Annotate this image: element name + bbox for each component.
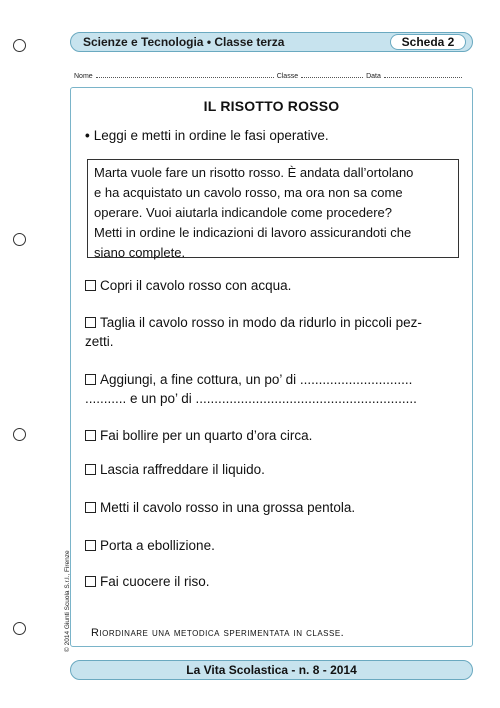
copyright-notice: © 2014 Giunti Scuola S.r.l., Firenze [64,550,71,652]
footer-bar: La Vita Scolastica - n. 8 - 2014 [70,660,473,680]
intro-line: Marta vuole fare un risotto rosso. È andata dall’ortolano [94,165,414,180]
step-text: Metti il cavolo rosso in una grossa pentola. [100,500,356,515]
intro-line: operare. Vuoi aiutarla indicandole come procedere? [94,205,392,220]
intro-line: Metti in ordine le indicazioni di lavoro assicurandoti che [94,225,412,240]
step-checkbox[interactable] [85,540,96,551]
sheet-label: Scheda 2 [390,34,466,50]
class-label: Classe [276,73,299,80]
header-subject: Scienze e Tecnologia • Classe terza [83,35,285,49]
step-item [85,460,460,479]
worksheet-title: IL RISOTTO ROSSO [203,98,340,114]
bullet-icon: • [85,128,90,143]
step-item [85,276,460,295]
date-label: Data [366,73,381,80]
teacher-note: Riordinare una metodica sperimentata in classe. [91,627,345,639]
step-item [85,426,460,445]
instruction [85,128,329,143]
step-text: zetti. [85,334,114,349]
intro-line: siano complete. [94,245,186,260]
name-field[interactable] [96,71,274,78]
step-item [85,313,460,351]
step-checkbox[interactable] [85,317,96,328]
step-text: Aggiungi, a fine cottura, un po’ di .............................. [100,372,413,387]
date-field[interactable] [384,71,462,78]
class-field[interactable] [301,71,363,78]
step-item [85,370,460,408]
step-item [85,498,460,517]
worksheet-frame [70,87,473,647]
step-text: ........... e un po’ di ........................................................... [85,391,417,406]
intro-box [87,159,459,258]
step-text: Copri il cavolo rosso con acqua. [100,278,292,293]
step-checkbox[interactable] [85,374,96,385]
step-text: Fai cuocere il riso. [100,574,210,589]
instruction-text: Leggi e metti in ordine le fasi operative. [93,128,329,143]
step-checkbox[interactable] [85,576,96,587]
intro-line: e ha acquistato un cavolo rosso, ma ora non sa come [94,185,403,200]
step-text: Porta a ebollizione. [100,538,215,553]
binder-hole-2 [13,233,26,246]
step-checkbox[interactable] [85,280,96,291]
binder-hole-4 [13,622,26,635]
binder-hole-3 [13,428,26,441]
step-item [85,572,460,591]
step-checkbox[interactable] [85,502,96,513]
step-text: Fai bollire per un quarto d’ora circa. [100,428,313,443]
step-text: Lascia raffreddare il liquido. [100,462,265,477]
name-label: Nome [74,73,93,80]
name-class-date-row [74,68,470,80]
binder-hole-1 [13,39,26,52]
step-checkbox[interactable] [85,430,96,441]
step-item [85,536,460,555]
header-bar [70,32,473,52]
step-checkbox[interactable] [85,464,96,475]
step-text: Taglia il cavolo rosso in modo da ridurlo in piccoli pez- [100,315,422,330]
